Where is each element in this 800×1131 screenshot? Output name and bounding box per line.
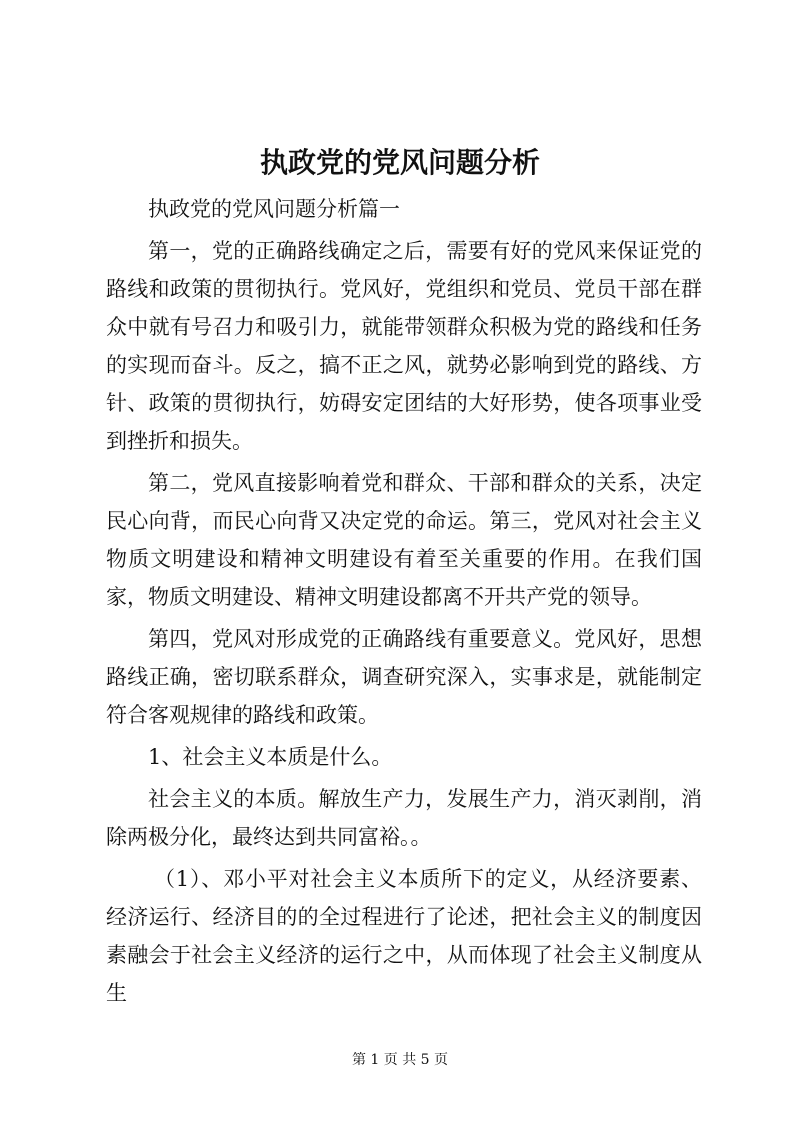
paragraph-deng-definition: （1）、邓小平对社会主义本质所下的定义，从经济要素、经济运行、经济目的的全过程进行了论述，把社会主义的制度因素融会于社会主义经济的运行之中，从而体现了社会主义制度从生	[106, 867, 702, 1005]
paragraph-second-third-points: 第二，党风直接影响着党和群众、干部和群众的关系，决定民心向背，而民心向背又决定党的命运。第三，党风对社会主义物质文明建设和精神文明建设有着至关重要的作用。在我们国家，物质文明建设、精神文明建设都离不开共产党的领导。	[106, 471, 702, 609]
section-heading: 执政党的党风问题分析篇一	[148, 197, 400, 221]
page-footer: 第 1 页 共 5 页	[351, 1052, 449, 1068]
document-title: 执政党的党风问题分析	[259, 146, 540, 179]
paragraph-fourth-point: 第四，党风对形成党的正确路线有重要意义。党风好，思想路线正确，密切联系群众，调查研究深入，实事求是，就能制定符合客观规律的路线和政策。	[106, 627, 702, 727]
question-heading: 1、社会主义本质是什么。	[148, 745, 393, 769]
paragraph-first-point: 第一，党的正确路线确定之后，需要有好的党风来保证党的路线和政策的贯彻执行。党风好，党组织和党员、党员干部在群众中就有号召力和吸引力，就能带领群众积极为党的路线和任务的实现而奋斗。反之，搞不正之风，就势必影响到党的路线、方针、政策的贯彻执行，妨碍安定团结的大好形势，使各项事业受到挫折和损失。	[106, 239, 702, 453]
document-body	[106, 190, 702, 1016]
paragraph-socialism-essence: 社会主义的本质。解放生产力，发展生产力，消灭剥削，消除两极分化，最终达到共同富裕。。	[106, 787, 702, 849]
